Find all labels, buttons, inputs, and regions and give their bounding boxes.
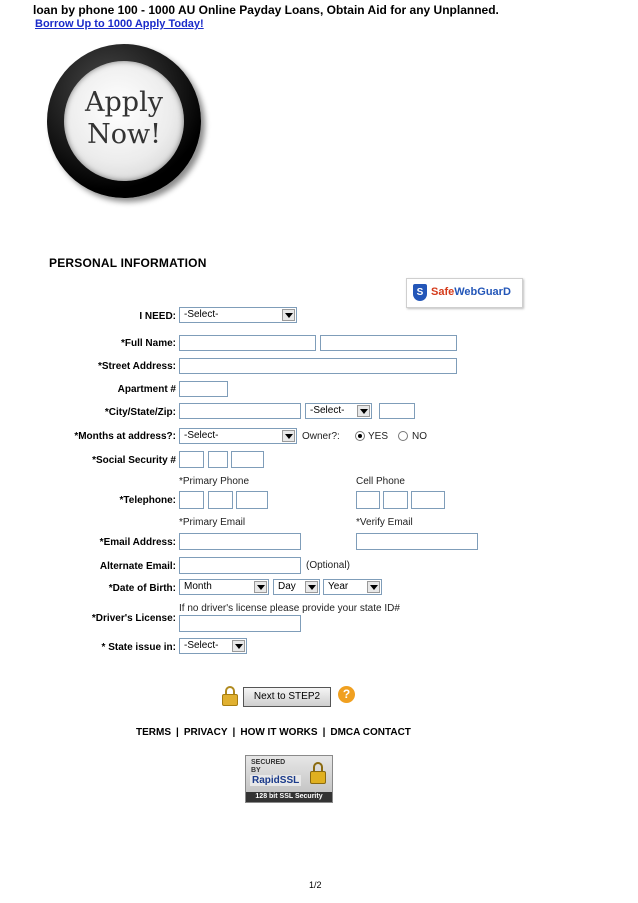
page-number: 1/2 bbox=[309, 880, 322, 890]
primary-phone-part-2[interactable] bbox=[208, 491, 233, 509]
owner-no-radio[interactable] bbox=[398, 431, 408, 441]
primary-email-caption: *Primary Email bbox=[179, 517, 246, 528]
dob-year-select[interactable] bbox=[323, 579, 382, 595]
ssn-part-1[interactable] bbox=[179, 451, 204, 468]
dob-day-value: Day bbox=[278, 581, 296, 592]
last-name-field[interactable] bbox=[320, 335, 457, 351]
dob-label: *Date of Birth: bbox=[108, 583, 176, 594]
alt-email-label: Alternate Email: bbox=[99, 561, 176, 572]
privacy-link[interactable]: PRIVACY bbox=[183, 727, 228, 738]
street-label: *Street Address: bbox=[98, 361, 176, 372]
email-field[interactable] bbox=[179, 533, 301, 550]
dob-year-value: Year bbox=[328, 581, 349, 592]
cell-phone-caption: Cell Phone bbox=[356, 476, 405, 487]
city-label: *City/State/Zip: bbox=[104, 407, 176, 418]
state-issue-value: -Select- bbox=[184, 640, 219, 651]
badge-line-1: Apply bbox=[85, 87, 163, 118]
months-value: -Select- bbox=[184, 430, 219, 441]
owner-yes-radio[interactable] bbox=[355, 431, 365, 441]
primary-phone-part-3[interactable] bbox=[236, 491, 268, 509]
apply-link[interactable]: Borrow Up to 1000 Apply Today! bbox=[35, 18, 204, 30]
owner-no-label: NO bbox=[412, 431, 427, 442]
how-it-works-link[interactable]: HOW IT WORKS bbox=[240, 727, 318, 738]
months-label: *Months at address?: bbox=[74, 431, 176, 442]
zip-field[interactable] bbox=[379, 403, 415, 419]
dob-day-select[interactable] bbox=[273, 579, 320, 595]
license-label: *Driver's License: bbox=[91, 613, 176, 624]
telephone-label: *Telephone: bbox=[119, 495, 176, 506]
ssn-part-3[interactable] bbox=[231, 451, 264, 468]
chevron-down-icon bbox=[282, 430, 295, 442]
street-field[interactable] bbox=[179, 358, 457, 374]
chevron-down-icon bbox=[254, 581, 267, 593]
dob-month-select[interactable] bbox=[179, 579, 269, 595]
license-field[interactable] bbox=[179, 615, 301, 632]
chevron-down-icon bbox=[357, 405, 370, 417]
state-value: -Select- bbox=[310, 405, 345, 416]
first-name-field[interactable] bbox=[179, 335, 316, 351]
chevron-down-icon bbox=[367, 581, 380, 593]
padlock-icon bbox=[310, 762, 326, 784]
safeweb-text-1: Safe bbox=[431, 286, 455, 298]
chevron-down-icon bbox=[282, 309, 295, 321]
state-issue-label: * State issue in: bbox=[101, 642, 176, 653]
primary-phone-part-1[interactable] bbox=[179, 491, 204, 509]
cell-phone-part-2[interactable] bbox=[383, 491, 408, 509]
i-need-value: -Select- bbox=[184, 309, 219, 320]
safeweb-text-2: WebGuarD bbox=[454, 286, 511, 298]
optional-note: (Optional) bbox=[306, 560, 350, 571]
footer-links: TERMS | PRIVACY | HOW IT WORKS | DMCA CONTACT bbox=[136, 727, 411, 738]
chevron-down-icon bbox=[305, 581, 318, 593]
next-step-button[interactable]: Next to STEP2 bbox=[243, 687, 331, 707]
lock-icon bbox=[222, 686, 238, 706]
i-need-select[interactable] bbox=[179, 307, 297, 323]
apartment-field[interactable] bbox=[179, 381, 228, 397]
alt-email-field[interactable] bbox=[179, 557, 301, 574]
ssl-strength: 128 bit SSL Security bbox=[246, 792, 332, 802]
apartment-label: Apartment # bbox=[117, 384, 176, 395]
badge-face bbox=[64, 61, 184, 181]
rapidssl-seal[interactable] bbox=[245, 755, 333, 803]
cell-phone-part-1[interactable] bbox=[356, 491, 380, 509]
terms-link[interactable]: TERMS bbox=[136, 727, 171, 738]
ssn-part-2[interactable] bbox=[208, 451, 228, 468]
ssn-label: *Social Security # bbox=[92, 455, 176, 466]
help-icon[interactable]: ? bbox=[338, 686, 355, 703]
ssl-brand: RapidSSL bbox=[252, 775, 300, 786]
owner-yes-label: YES bbox=[368, 431, 389, 442]
page-title: loan by phone 100 - 1000 AU Online Payday Loans, Obtain Aid for any Unplanned. bbox=[33, 3, 499, 17]
cell-phone-part-3[interactable] bbox=[411, 491, 445, 509]
apply-now-badge[interactable] bbox=[47, 44, 201, 198]
section-title: PERSONAL INFORMATION bbox=[49, 256, 207, 270]
full-name-label: *Full Name: bbox=[120, 338, 176, 349]
months-select[interactable] bbox=[179, 428, 297, 444]
primary-phone-caption: *Primary Phone bbox=[179, 476, 250, 487]
i-need-label: I NEED: bbox=[139, 311, 176, 322]
safewebguard-seal bbox=[406, 278, 523, 308]
email-label: *Email Address: bbox=[99, 537, 176, 548]
ssl-secured-by: SECURED BY bbox=[251, 759, 286, 774]
state-select[interactable] bbox=[305, 403, 372, 419]
city-field[interactable] bbox=[179, 403, 301, 419]
badge-line-2: Now! bbox=[87, 119, 161, 150]
owner-label: Owner?: bbox=[302, 431, 340, 442]
dmca-contact-link[interactable]: DMCA CONTACT bbox=[330, 727, 411, 738]
chevron-down-icon bbox=[232, 640, 245, 652]
license-note: If no driver's license please provide your state ID# bbox=[179, 603, 400, 614]
verify-email-field[interactable] bbox=[356, 533, 478, 550]
verify-email-caption: *Verify Email bbox=[356, 517, 413, 528]
dob-month-value: Month bbox=[184, 581, 212, 592]
shield-icon: S bbox=[413, 284, 427, 301]
state-issue-select[interactable] bbox=[179, 638, 247, 654]
